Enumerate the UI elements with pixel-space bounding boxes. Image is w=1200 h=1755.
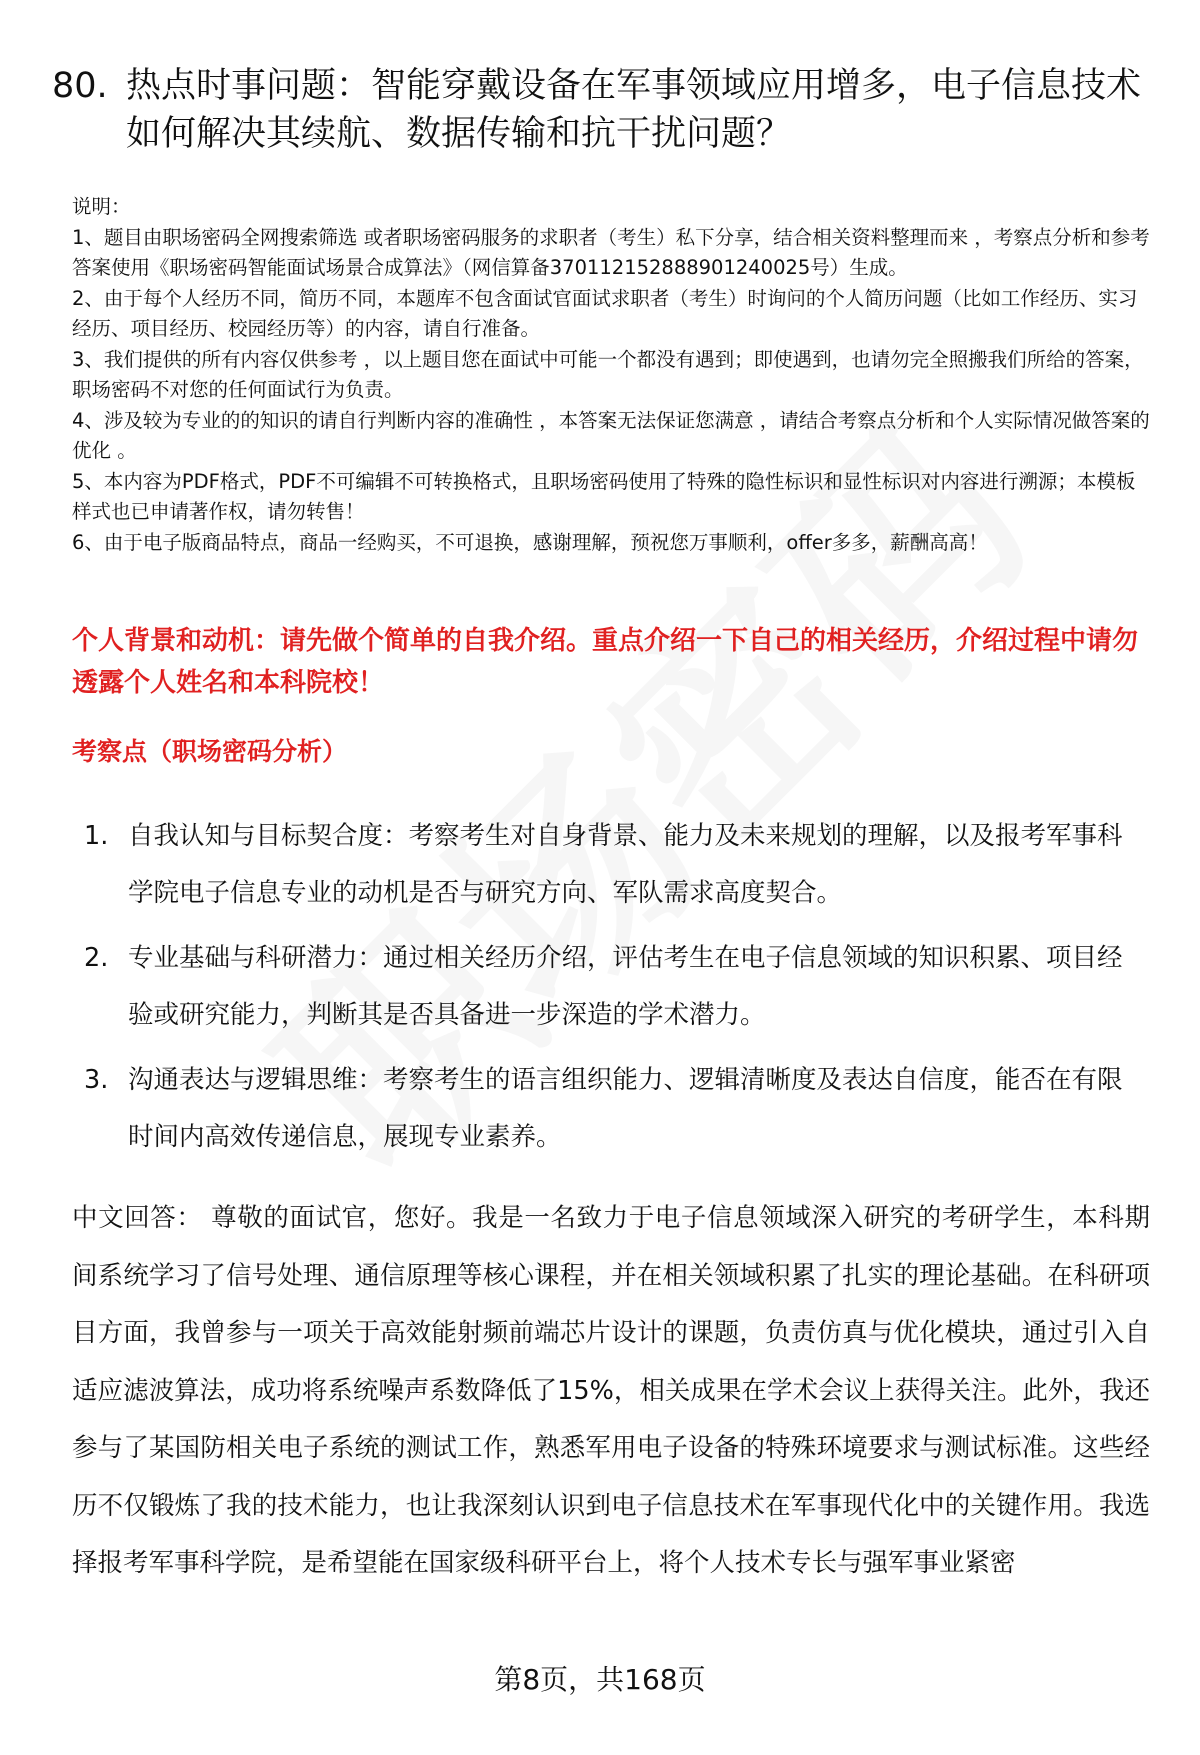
answer-paragraph <box>72 1190 1150 1593</box>
question-number: 80. <box>52 66 108 106</box>
item-text: 沟通表达与逻辑思维：考察考生的语言组织能力、逻辑清晰度及表达自信度，能否在有限时间内高效传递信息，展现专业素养。 <box>128 1065 1123 1152</box>
background-prompt: 个人背景和动机：请先做个简单的自我介绍。重点介绍一下自己的相关经历，介绍过程中请勿透露个人姓名和本科院校！ <box>72 626 1139 698</box>
question-text: 热点时事问题：智能穿戴设备在军事领域应用增多，电子信息技术如何解决其续航、数据传输和抗干扰问题？ <box>126 66 1142 154</box>
notes-heading: 说明： <box>72 195 131 218</box>
answer-text: 尊敬的面试官，您好。我是一名致力于电子信息领域深入研究的考研学生，本科期间系统学习了信号处理、通信原理等核心课程，并在相关领域积累了扎实的理论基础。在科研项目方面，我曾参与一项关于高效能射频前端芯片设计的课题，负责仿真与优化模块，通过引入自适应滤波算法，成功将系统噪声系数降低了15%，相关成果在学术会议上获得关注。此外，我还参与了某国防相关电子系统的测试工作，熟悉军用电子设备的特殊环境要求与测试标准。这些经历不仅锻炼了我的技术能力，也让我深刻认识到电子信息技术在军事现代化中的关键作用。我选择报考军事科学院，是希望能在国家级科研平台上，将个人技术专长与强军事业紧密 <box>72 1203 1150 1578</box>
note-item: 1、题目由职场密码全网搜索筛选 或者职场密码服务的求职者（考生）私下分享，结合相关资料整理而来 ，考察点分析和参考答案使用《职场密码智能面试场景合成算法》（网信算备370112152888901240025号）生成。 <box>72 225 1150 279</box>
note-item: 3、我们提供的所有内容仅供参考 ，以上题目您在面试中可能一个都没有遇到；即使遇到，也请勿完全照搬我们所给的答案，职场密码不对您的任何面试行为负责。 <box>72 347 1144 401</box>
item-number: 1. <box>84 821 109 851</box>
page-footer: 第8页，共168页 <box>494 1663 706 1696</box>
item-number: 3. <box>84 1065 109 1095</box>
analysis-heading: 考察点（职场密码分析） <box>72 737 348 766</box>
analysis-item <box>84 1052 1144 1166</box>
note-item: 2、由于每个人经历不同，简历不同，本题库不包含面试官面试求职者（考生）时询问的个人简历问题（比如工作经历、实习经历、项目经历、校园经历等）的内容，请自行准备。 <box>72 286 1138 340</box>
analysis-list <box>84 808 1144 1174</box>
analysis-item <box>84 808 1144 922</box>
note-item: 5、本内容为PDF格式，PDF不可编辑不可转换格式，且职场密码使用了特殊的隐性标识和显性标识对内容进行溯源；本模板样式也已申请著作权，请勿转售！ <box>72 469 1136 523</box>
item-number: 2. <box>84 943 109 973</box>
note-item: 6、由于电子版商品特点，商品一经购买，不可退换，感谢理解，预祝您万事顺利，offer多多，薪酬高高！ <box>72 530 988 554</box>
notes-section <box>72 192 1152 558</box>
item-text: 自我认知与目标契合度：考察考生对自身背景、能力及未来规划的理解，以及报考军事科学院电子信息专业的动机是否与研究方向、军队需求高度契合。 <box>128 821 1123 908</box>
answer-label: 中文回答： <box>72 1203 203 1233</box>
note-item: 4、涉及较为专业的的知识的请自行判断内容的准确性 ，本答案无法保证您满意 ，请结合考察点分析和个人实际情况做答案的优化 。 <box>72 408 1150 462</box>
analysis-item <box>84 930 1144 1044</box>
question-title <box>52 62 1142 158</box>
item-text: 专业基础与科研潜力：通过相关经历介绍，评估考生在电子信息领域的知识积累、项目经验或研究能力，判断其是否具备进一步深造的学术潜力。 <box>128 943 1123 1030</box>
